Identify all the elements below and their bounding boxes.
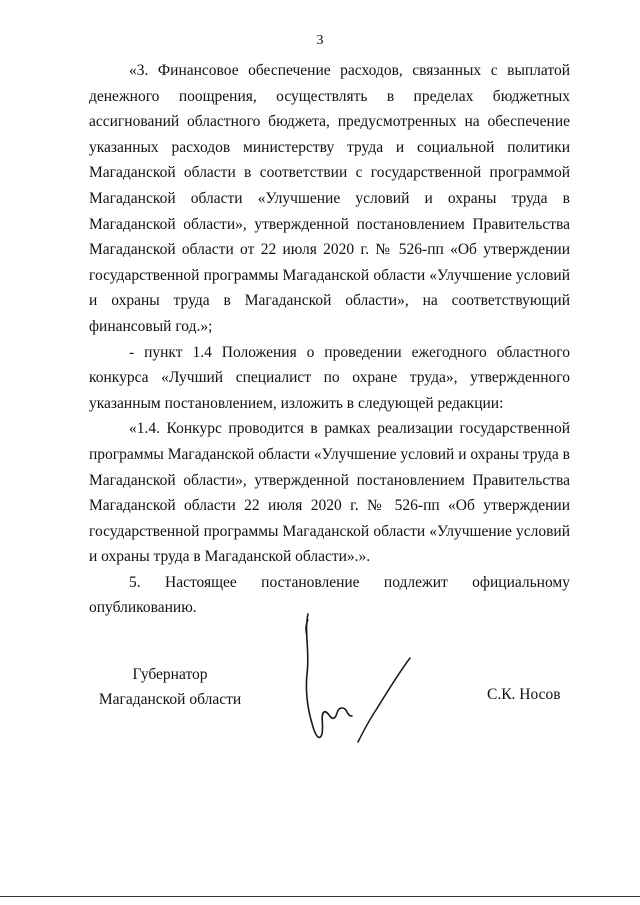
paragraph-clause-1-4-text: «1.4. Конкурс проводится в рамках реализации государственной программы Магаданской области «Улучшение условий и охраны труда в Магаданской области», утвержденной постановлением Правительства Магаданской области 22 июля 2020 г. № 526-пп «Об утверждении государственной программы Магаданской области «Улучшение условий и охраны труда в Магаданской области».». bbox=[89, 420, 570, 566]
paragraph-publication: 5. Настоящее постановление подлежит официальному опубликованию. bbox=[89, 573, 570, 617]
page-bottom-edge bbox=[0, 896, 640, 897]
handwritten-signature bbox=[290, 612, 420, 752]
signer-title-line2: Магаданской области bbox=[98, 691, 242, 708]
page-number: 3 bbox=[316, 33, 324, 48]
paragraph-clause-1-4-intro: - пункт 1.4 Положения о проведении ежегодного областного конкурса «Лучший специалист по охране труда», утвержденного указанным постановлением, изложить в следующей редакции: bbox=[89, 343, 570, 412]
signer-name: С.К. Носов bbox=[487, 686, 561, 703]
signer-title bbox=[90, 662, 250, 712]
signer-title-line1: Губернатор bbox=[132, 666, 208, 683]
paragraph-financing: «3. Финансовое обеспечение расходов, связанных с выплатой денежного поощрения, осуществлять в пределах бюджетных ассигнований областного бюджета, предусмотренных на обеспечение указанных расходов министерству труда и социальной политики Магаданской области в соответствии с государственной программой Магаданской области «Улучшение условий и охраны труда в Магаданской области», утвержденной постановлением Правительства Магаданской области от 22 июля 2020 г. № 526-пп «Об утверждении государственной программы Магаданской области «Улучшение условий и охраны труда в Магаданской области», на соответствующий финансовый год.»; bbox=[89, 62, 570, 335]
